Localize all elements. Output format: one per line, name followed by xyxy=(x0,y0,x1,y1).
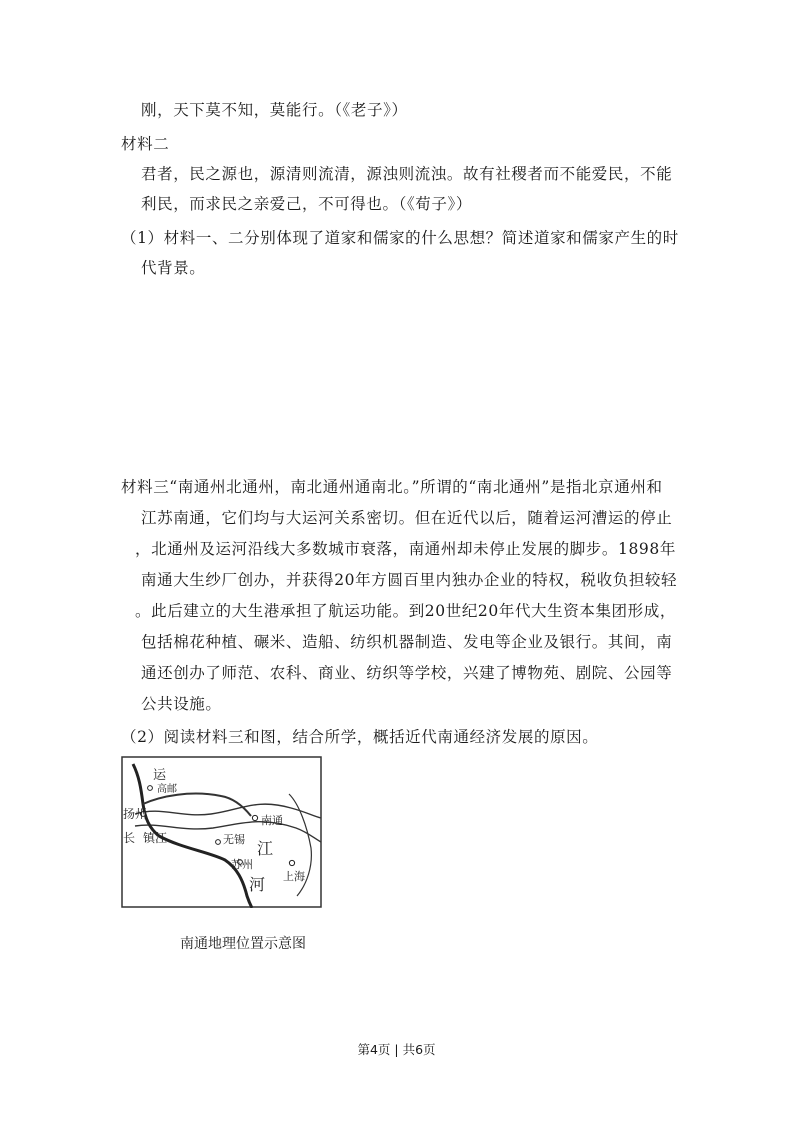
wuxi-dot xyxy=(216,840,221,845)
material-three-line-8: 公共设施。 xyxy=(141,695,222,713)
material-three-line-6: 包括棉花种植、碾米、造船、纺织机器制造、发电等企业及银行。其间，南 xyxy=(141,633,673,651)
map-label-suzhou: 苏州 xyxy=(231,858,253,871)
map-label-chang: 长 xyxy=(123,831,136,845)
map-label-yangzhou: 扬州 xyxy=(123,807,148,821)
map-label-zhenjiang: 镇江 xyxy=(143,831,168,845)
material-three-line-1: 材料三“南通州北通州，南北通州通南北。”所谓的“南北通州”是指北京通州和 xyxy=(121,478,663,496)
map-label-yun: 运 xyxy=(153,768,167,783)
material-three-line-5: 。此后建立的大生港承担了航运功能。到20世纪20年代大生资本集团形成， xyxy=(135,602,676,620)
material-two-heading: 材料二 xyxy=(121,135,170,153)
question-1-cont: 代背景。 xyxy=(141,259,206,277)
material-three-line-4: 南通大生纱厂创办，并获得20年方圆百里内独办企业的特权，税收负担较轻 xyxy=(141,571,678,589)
text-line-3: 君者，民之源也，源清则流清，源浊则流浊。故有社稷者而不能爱民，不能 xyxy=(141,165,673,183)
question-1: （1）材料一、二分别体现了道家和儒家的什么思想？简述道家和儒家产生的时 xyxy=(121,229,679,247)
nantong-location-map xyxy=(121,756,322,908)
question-2: （2）阅读材料三和图，结合所学，概括近代南通经济发展的原因。 xyxy=(121,728,599,746)
map-caption: 南通地理位置示意图 xyxy=(180,936,306,952)
gaoyou-dot xyxy=(148,786,153,791)
map-label-gaoyou: 高邮 xyxy=(157,784,177,795)
nantong-dot xyxy=(252,815,257,820)
text-line-1: 刚，天下莫不知，莫能行。（《老子》） xyxy=(141,101,408,119)
material-three-line-2: 江苏南通，它们均与大运河关系密切。但在近代以后，随着运河漕运的停止 xyxy=(141,509,673,527)
text-line-4: 利民，而求民之亲爱己，不可得也。（《荀子》） xyxy=(141,195,472,213)
map-label-wuxi: 无锡 xyxy=(223,833,245,846)
map-label-he: 河 xyxy=(249,875,266,894)
page-footer: 第4页 | 共6页 xyxy=(357,1042,436,1057)
material-three-line-7: 通还创办了师范、农科、商业、纺织等学校，兴建了博物苑、剧院、公园等 xyxy=(141,664,673,682)
map-label-jiang: 江 xyxy=(257,839,274,858)
material-three-line-3: ，北通州及运河沿线大多数城市衰落，南通州却未停止发展的脚步。1898年 xyxy=(135,540,676,558)
shanghai-dot xyxy=(289,860,294,865)
map-label-shanghai: 上海 xyxy=(283,870,305,883)
map-label-nantong: 南通 xyxy=(261,814,283,827)
